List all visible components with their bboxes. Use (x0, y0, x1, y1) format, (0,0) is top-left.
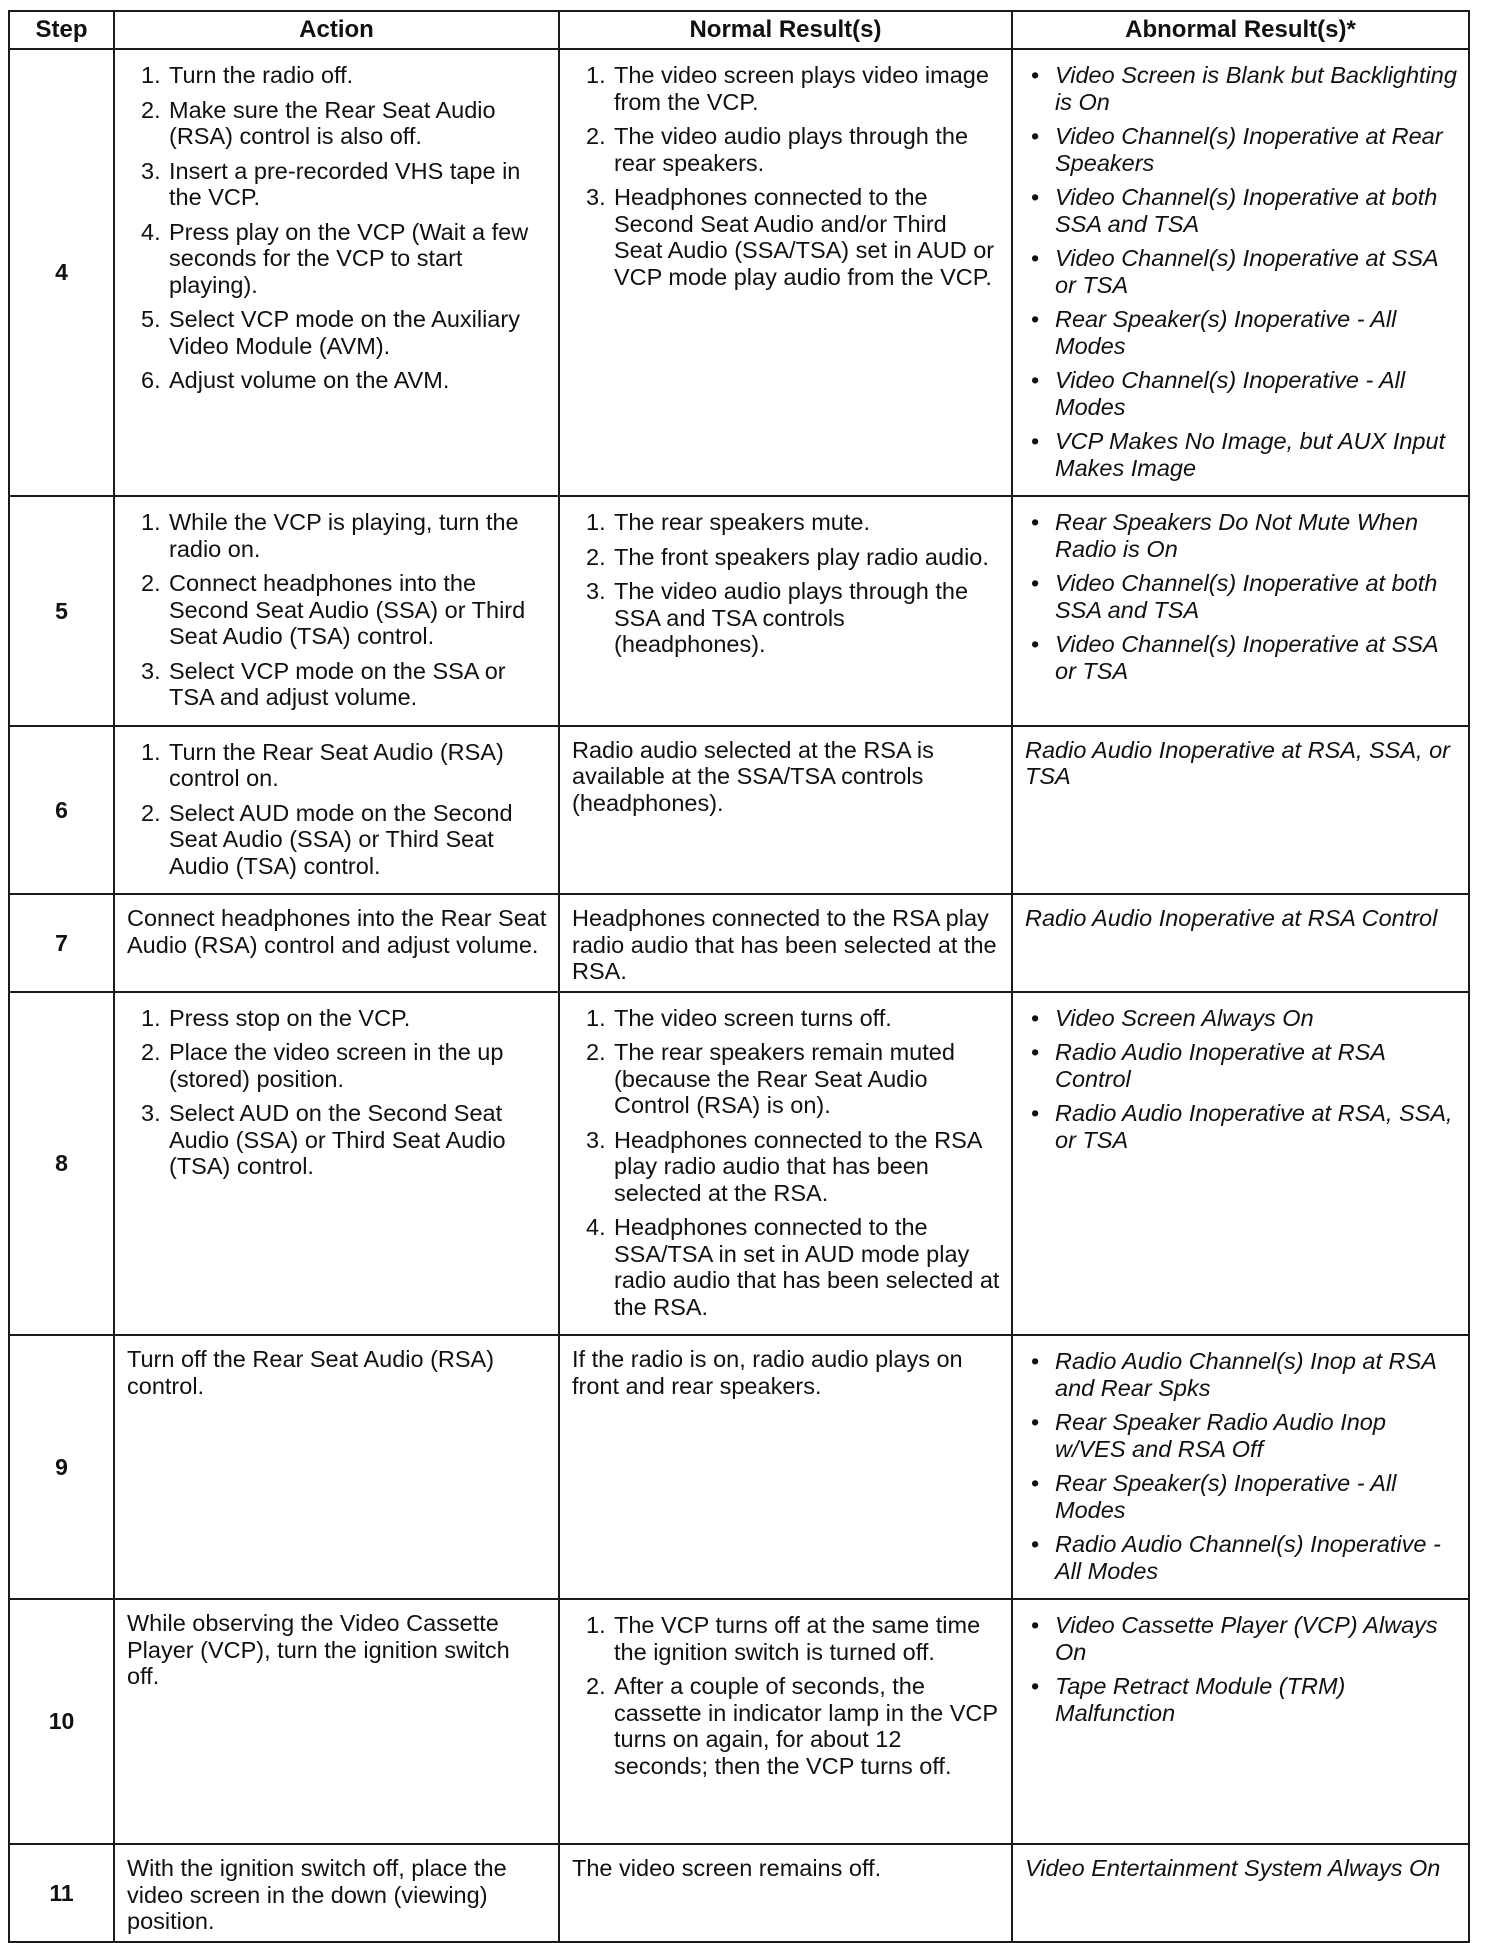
action-item (127, 219, 548, 299)
item-text: Place the video screen in the up (stored) position. (169, 1039, 504, 1092)
abnormal-result-list (1025, 1005, 1458, 1154)
item-number: 2. (586, 1673, 606, 1699)
bullet-icon: • (1031, 367, 1040, 393)
item-number: 1. (141, 509, 161, 535)
normal-result-item (572, 62, 1001, 115)
item-text: Select AUD mode on the Second Seat Audio (SSA) or Third Seat Audio (TSA) control. (169, 799, 513, 879)
item-text: Select VCP mode on the Auxiliary Video Module (AVM). (169, 306, 520, 359)
item-text: Connect headphones into the Second Seat Audio (SSA) or Third Seat Audio (TSA) control. (169, 570, 526, 649)
item-text: The video screen plays video image from the VCP. (614, 62, 989, 115)
item-text: The video audio plays through the rear speakers. (614, 123, 969, 176)
normal-result-item (572, 1005, 1001, 1032)
item-text: The front speakers play radio audio. (614, 543, 989, 570)
abnormal-result-item (1025, 631, 1458, 684)
header-action: Action (114, 11, 559, 49)
action-item (127, 62, 548, 89)
item-text: Make sure the Rear Seat Audio (RSA) control is also off. (169, 96, 496, 149)
step-number: 8 (9, 992, 114, 1336)
item-number: 2. (141, 96, 161, 123)
item-number: 3. (586, 1126, 606, 1153)
step-number: 10 (9, 1599, 114, 1844)
item-text: While the VCP is playing, turn the radio on. (169, 509, 519, 562)
item-text: The rear speakers mute. (614, 509, 870, 535)
normal-result-cell: The video screen remains off. (559, 1844, 1012, 1942)
abnormal-result-cell: Video Entertainment System Always On (1012, 1844, 1469, 1942)
item-text: Select VCP mode on the SSA or TSA and adjust volume. (169, 657, 506, 710)
step-number: 11 (9, 1844, 114, 1942)
item-number: 1. (586, 1612, 606, 1638)
item-text: The rear speakers remain muted (because the Rear Seat Audio Control (RSA) is on). (614, 1039, 955, 1118)
item-number: 3. (586, 578, 606, 604)
item-text: Video Cassette Player (VCP) Always On (1055, 1612, 1438, 1665)
bullet-icon: • (1031, 245, 1040, 271)
item-text: After a couple of seconds, the cassette in indicator lamp in the VCP turns on again, for about 12 seconds; then the VCP turns off. (614, 1673, 998, 1779)
action-item (127, 367, 548, 394)
table-row (9, 496, 1469, 726)
bullet-icon: • (1031, 1100, 1040, 1126)
bullet-icon: • (1031, 1612, 1040, 1638)
step-number: 9 (9, 1335, 114, 1599)
item-text: Headphones connected to the RSA play radio audio that has been selected at the RSA. (614, 1126, 982, 1206)
item-number: 1. (586, 62, 606, 88)
step-number: 6 (9, 726, 114, 895)
action-item (127, 509, 548, 562)
item-number: 1. (141, 1004, 161, 1031)
item-text: Press play on the VCP (Wait a few seconds for the VCP to start playing). (169, 218, 529, 298)
abnormal-result-item (1025, 428, 1458, 481)
item-number: 5. (141, 306, 161, 332)
item-text: Turn the Rear Seat Audio (RSA) control on. (169, 738, 504, 791)
bullet-icon: • (1031, 306, 1040, 332)
bullet-icon: • (1031, 62, 1040, 88)
table-row (9, 1599, 1469, 1844)
step-number: 4 (9, 49, 114, 496)
item-text: Video Channel(s) Inoperative at both SSA and TSA (1055, 184, 1438, 237)
normal-result-item (572, 1039, 1001, 1119)
bullet-icon: • (1031, 123, 1040, 149)
item-text: Video Channel(s) Inoperative at Rear Speakers (1055, 123, 1443, 176)
normal-result-cell (559, 992, 1012, 1336)
item-number: 2. (141, 799, 161, 826)
table-row (9, 726, 1469, 895)
normal-result-item (572, 1673, 1001, 1779)
item-text: Rear Speakers Do Not Mute When Radio is On (1055, 509, 1419, 562)
action-item (127, 158, 548, 211)
abnormal-result-item (1025, 306, 1458, 359)
item-number: 3. (586, 184, 606, 210)
table-row (9, 894, 1469, 992)
normal-result-cell: Radio audio selected at the RSA is available at the SSA/TSA controls (headphones). (559, 726, 1012, 895)
normal-result-item (572, 123, 1001, 176)
normal-result-cell (559, 496, 1012, 726)
normal-result-cell: If the radio is on, radio audio plays on front and rear speakers. (559, 1335, 1012, 1599)
normal-result-item (572, 578, 1001, 658)
item-number: 1. (586, 1004, 606, 1031)
header-normal-results: Normal Result(s) (559, 11, 1012, 49)
action-cell: While observing the Video Cassette Player (VCP), turn the ignition switch off. (114, 1599, 559, 1844)
action-cell (114, 49, 559, 496)
abnormal-result-item (1025, 570, 1458, 623)
abnormal-result-list (1025, 62, 1458, 481)
action-item (127, 658, 548, 711)
abnormal-result-item (1025, 1531, 1458, 1584)
abnormal-result-item (1025, 1673, 1458, 1726)
abnormal-result-item (1025, 509, 1458, 562)
bullet-icon: • (1031, 428, 1040, 454)
action-item (127, 570, 548, 650)
abnormal-result-cell (1012, 1335, 1469, 1599)
abnormal-result-item (1025, 1470, 1458, 1523)
normal-result-item (572, 544, 1001, 571)
table-row (9, 1335, 1469, 1599)
abnormal-result-list (1025, 1348, 1458, 1584)
diagnostic-table-page (8, 10, 1468, 1943)
abnormal-result-item (1025, 245, 1458, 298)
action-cell: With the ignition switch off, place the video screen in the down (viewing) position. (114, 1844, 559, 1942)
abnormal-result-cell: Radio Audio Inoperative at RSA Control (1012, 894, 1469, 992)
table-row (9, 49, 1469, 496)
action-list (127, 62, 548, 394)
abnormal-result-list (1025, 1612, 1458, 1726)
abnormal-result-list (1025, 509, 1458, 684)
normal-result-list (572, 1612, 1001, 1779)
item-text: Video Channel(s) Inoperative - All Modes (1055, 367, 1406, 420)
item-number: 3. (141, 1100, 161, 1126)
normal-result-cell (559, 1599, 1012, 1844)
step-number: 7 (9, 894, 114, 992)
abnormal-result-cell (1012, 1599, 1469, 1844)
item-number: 2. (586, 543, 606, 570)
abnormal-result-cell (1012, 992, 1469, 1336)
abnormal-result-item (1025, 1612, 1458, 1665)
item-text: Headphones connected to the SSA/TSA in set in AUD mode play radio audio that has been selected at the RSA. (614, 1214, 1000, 1320)
action-cell (114, 992, 559, 1336)
abnormal-result-item (1025, 1005, 1458, 1032)
bullet-icon: • (1031, 1409, 1040, 1435)
header-row (9, 11, 1469, 49)
action-item (127, 739, 548, 792)
item-number: 2. (141, 570, 161, 596)
item-text: Radio Audio Channel(s) Inoperative - All Modes (1055, 1531, 1441, 1584)
item-number: 1. (586, 509, 606, 535)
normal-result-item (572, 184, 1001, 290)
normal-result-item (572, 509, 1001, 536)
bullet-icon: • (1031, 509, 1040, 535)
action-item (127, 306, 548, 359)
table-body (9, 49, 1469, 1942)
item-text: Rear Speaker(s) Inoperative - All Modes (1055, 306, 1397, 359)
item-number: 3. (141, 157, 161, 184)
bullet-icon: • (1031, 1039, 1040, 1065)
item-text: The video screen turns off. (614, 1004, 892, 1031)
normal-result-item (572, 1612, 1001, 1665)
table-row (9, 1844, 1469, 1942)
action-cell: Turn off the Rear Seat Audio (RSA) control. (114, 1335, 559, 1599)
normal-result-list (572, 509, 1001, 658)
item-text: Rear Speaker Radio Audio Inop w/VES and RSA Off (1055, 1409, 1386, 1462)
abnormal-result-cell (1012, 49, 1469, 496)
item-text: Video Screen Always On (1055, 1004, 1314, 1031)
item-text: Insert a pre-recorded VHS tape in the VCP. (169, 157, 521, 210)
abnormal-result-item (1025, 367, 1458, 420)
item-number: 2. (586, 123, 606, 149)
action-list (127, 509, 548, 711)
bullet-icon: • (1031, 1673, 1040, 1699)
item-number: 6. (141, 367, 161, 393)
table-row (9, 992, 1469, 1336)
normal-result-item (572, 1214, 1001, 1320)
abnormal-result-item (1025, 1348, 1458, 1401)
item-number: 3. (141, 657, 161, 684)
action-cell: Connect headphones into the Rear Seat Audio (RSA) control and adjust volume. (114, 894, 559, 992)
abnormal-result-item (1025, 123, 1458, 176)
item-text: Turn the radio off. (169, 62, 354, 88)
bullet-icon: • (1031, 1348, 1040, 1374)
action-cell (114, 496, 559, 726)
action-list (127, 739, 548, 880)
abnormal-result-item (1025, 184, 1458, 237)
action-item (127, 1100, 548, 1180)
abnormal-result-item (1025, 1039, 1458, 1092)
action-list (127, 1005, 548, 1180)
item-text: Video Channel(s) Inoperative at both SSA and TSA (1055, 570, 1438, 623)
item-number: 4. (586, 1214, 606, 1240)
header-step: Step (9, 11, 114, 49)
bullet-icon: • (1031, 1531, 1040, 1557)
item-number: 1. (141, 738, 161, 765)
abnormal-result-item (1025, 1409, 1458, 1462)
item-text: The VCP turns off at the same time the ignition switch is turned off. (614, 1612, 981, 1665)
item-number: 1. (141, 62, 161, 88)
item-text: Press stop on the VCP. (169, 1004, 411, 1031)
item-text: Video Channel(s) Inoperative at SSA or TSA (1055, 631, 1438, 684)
bullet-icon: • (1031, 1470, 1040, 1496)
bullet-icon: • (1031, 570, 1040, 596)
abnormal-result-cell (1012, 496, 1469, 726)
abnormal-result-item (1025, 62, 1458, 115)
item-text: VCP Makes No Image, but AUX Input Makes Image (1055, 428, 1446, 481)
item-text: Radio Audio Inoperative at RSA, SSA, or TSA (1055, 1100, 1453, 1153)
diagnostic-table (8, 10, 1470, 1943)
normal-result-cell (559, 49, 1012, 496)
table-header (9, 11, 1469, 49)
item-text: The video audio plays through the SSA and TSA controls (headphones). (614, 578, 969, 657)
item-text: Headphones connected to the Second Seat Audio and/or Third Seat Audio (SSA/TSA) set in AUD or VCP mode play audio from the VCP. (614, 184, 995, 290)
item-text: Rear Speaker(s) Inoperative - All Modes (1055, 1470, 1397, 1523)
item-text: Radio Audio Inoperative at RSA Control (1055, 1039, 1386, 1092)
item-number: 2. (141, 1039, 161, 1065)
action-item (127, 800, 548, 880)
item-text: Adjust volume on the AVM. (169, 367, 450, 393)
action-item (127, 1039, 548, 1092)
action-item (127, 1005, 548, 1032)
item-text: Video Channel(s) Inoperative at SSA or TSA (1055, 245, 1438, 298)
action-item (127, 97, 548, 150)
item-text: Select AUD on the Second Seat Audio (SSA) or Third Seat Audio (TSA) control. (169, 1100, 506, 1179)
item-text: Video Screen is Blank but Backlighting is On (1055, 62, 1457, 115)
item-text: Radio Audio Channel(s) Inop at RSA and Rear Spks (1055, 1348, 1437, 1401)
abnormal-result-cell: Radio Audio Inoperative at RSA, SSA, or TSA (1012, 726, 1469, 895)
abnormal-result-item (1025, 1100, 1458, 1153)
item-text: Tape Retract Module (TRM) Malfunction (1055, 1673, 1346, 1726)
bullet-icon: • (1031, 1004, 1040, 1031)
item-number: 2. (586, 1039, 606, 1065)
header-abnormal-results: Abnormal Result(s)* (1012, 11, 1469, 49)
bullet-icon: • (1031, 631, 1040, 657)
action-cell (114, 726, 559, 895)
normal-result-list (572, 1005, 1001, 1321)
item-number: 4. (141, 218, 161, 245)
normal-result-list (572, 62, 1001, 290)
normal-result-cell: Headphones connected to the RSA play radio audio that has been selected at the RSA. (559, 894, 1012, 992)
step-number: 5 (9, 496, 114, 726)
normal-result-item (572, 1127, 1001, 1207)
bullet-icon: • (1031, 184, 1040, 210)
